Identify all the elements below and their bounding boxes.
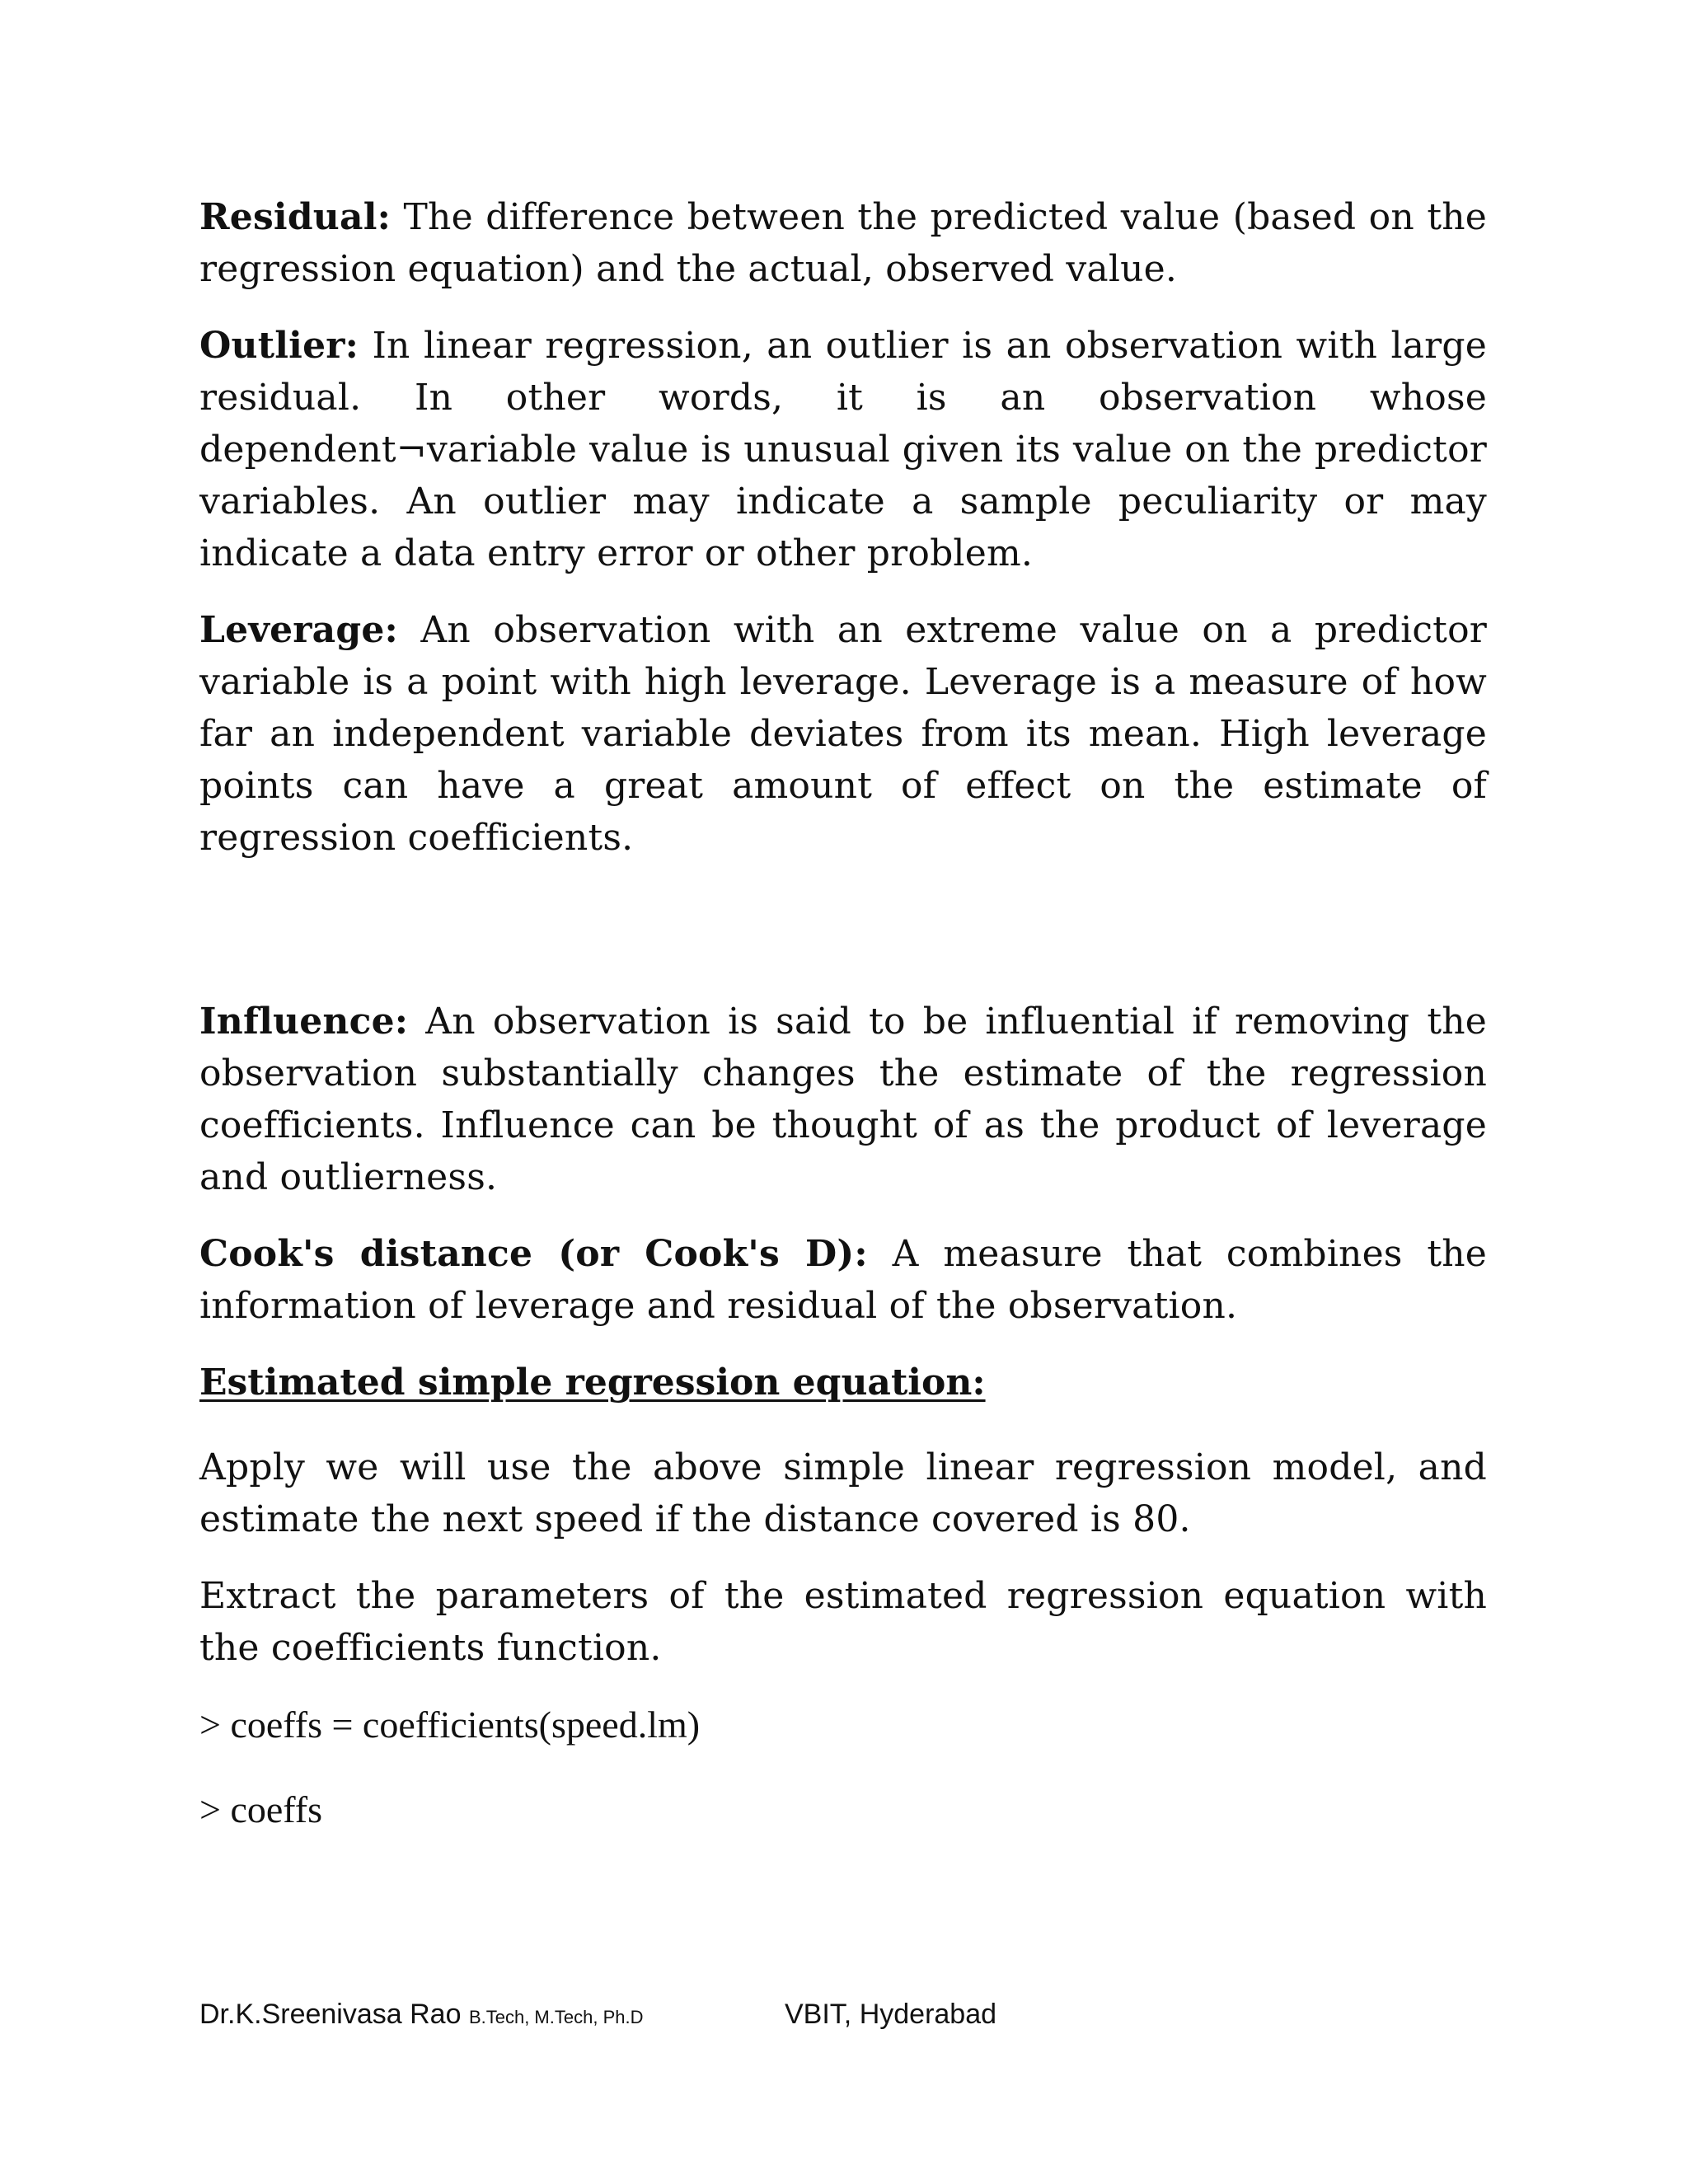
- footer-institution: VBIT, Hyderabad: [785, 1999, 997, 2030]
- term-leverage: Leverage:: [199, 609, 398, 651]
- code-line-coefficients: > coeffs = coefficients(speed.lm): [199, 1704, 701, 1746]
- definition-cooks-distance: [199, 1228, 1487, 1332]
- definition-influence-text: An observation is said to be influential if removing the observation substantially changes the estimate of the regression coefficients. Influence can be thought of as the product of leverage and outlierness.: [199, 1001, 1487, 1198]
- page-content: [199, 191, 1487, 1868]
- definition-residual-text: The difference between the predicted value (based on the regression equation) and the actual, observed value.: [199, 196, 1487, 290]
- term-outlier: Outlier:: [199, 325, 359, 367]
- definition-residual: [199, 191, 1487, 295]
- section-heading: Estimated simple regression equation:: [199, 1361, 986, 1404]
- footer-author: Dr.K.Sreenivasa Rao: [199, 1999, 462, 2030]
- apply-paragraph: Apply we will use the above simple linear regression model, and estimate the next speed if the distance covered is 80.: [199, 1446, 1487, 1540]
- definition-leverage: [199, 604, 1487, 864]
- term-influence: Influence:: [199, 1001, 409, 1043]
- code-line-print-coeffs: > coeffs: [199, 1788, 322, 1830]
- footer-degrees: B.Tech, M.Tech, Ph.D: [468, 2007, 644, 2027]
- definition-outlier: [199, 320, 1487, 579]
- footer-author-block: [199, 1998, 643, 2034]
- definition-leverage-text: An observation with an extreme value on a predictor variable is a point with high leverage. Leverage is a measure of how far an independent variable deviates from its mean. High leverage points can have a great amount of effect on the estimate of regression coefficients.: [199, 609, 1487, 859]
- term-cooks-distance: Cook's distance (or Cook's D):: [199, 1233, 868, 1275]
- blank-gap: [199, 888, 1487, 996]
- definition-cooks-distance-text: A measure that combines the information of leverage and residual of the observation.: [199, 1233, 1487, 1327]
- definition-influence: [199, 996, 1487, 1203]
- extract-paragraph: Extract the parameters of the estimated regression equation with the coefficients function.: [199, 1575, 1487, 1669]
- definition-outlier-text: In linear regression, an outlier is an observation with large residual. In other words, it is an observation whose dependent¬variable value is unusual given its value on the predictor variables. An outlier may indicate a sample peculiarity or may indicate a data entry error or other problem.: [199, 325, 1487, 574]
- term-residual: Residual:: [199, 196, 392, 238]
